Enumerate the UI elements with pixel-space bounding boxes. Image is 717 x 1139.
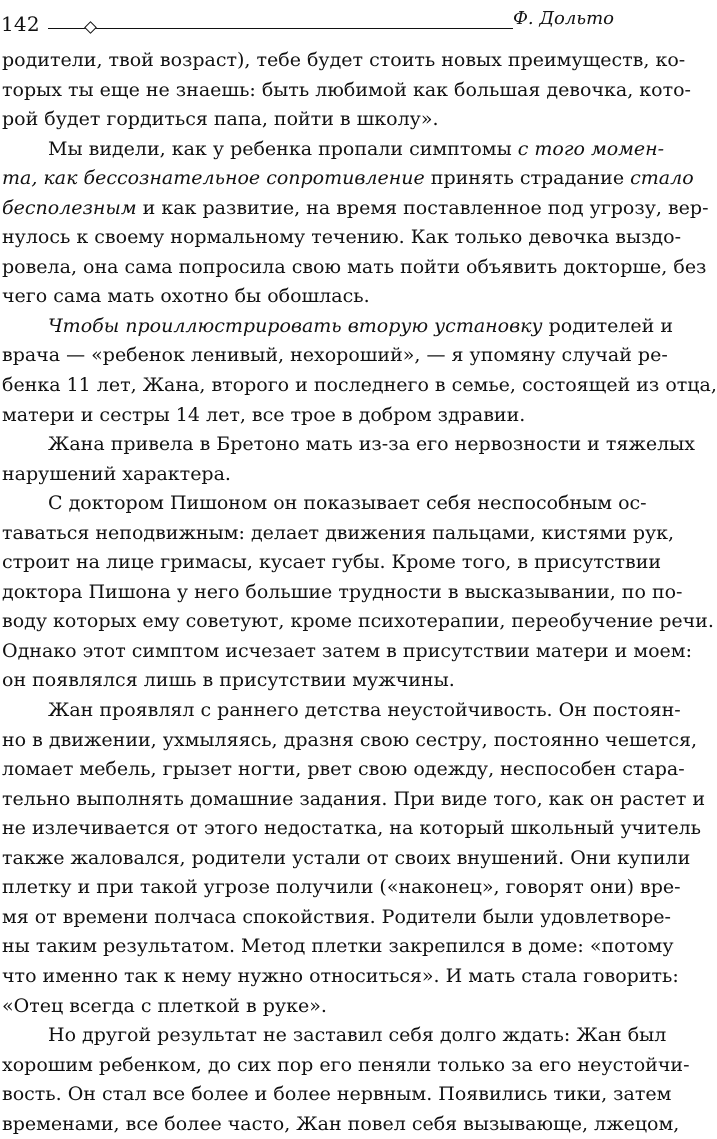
text-line [2, 726, 698, 756]
text-run: матери и сестры 14 лет, все трое в добром здравии. [2, 403, 526, 426]
text-run: чего сама мать охотно бы обошлась. [2, 285, 370, 308]
text-run: родителей и [542, 314, 674, 337]
text-run: но в движении, ухмыляясь, дразня свою сестру, постоянно чешется, [2, 728, 698, 751]
text-line [2, 76, 691, 106]
text-run: Но другой результат не заставил себя долго ждать: Жан был [48, 1024, 667, 1047]
text-run: и как развитие, на время поставленное под угрозу, вер- [136, 196, 709, 219]
text-run: вость. Он стал все более и более нервным. Появились тики, затем [2, 1083, 672, 1106]
page-header [0, 6, 620, 36]
text-run: принять страдание [424, 167, 631, 190]
italic-text-run: с того момен- [517, 137, 665, 160]
text-run: нарушений характера. [2, 462, 231, 485]
running-head-author: Ф. Дольто [512, 8, 614, 29]
text-line [2, 1051, 690, 1081]
text-run: Жана привела в Бретоно мать из-за его нервозности и тяжелых [48, 433, 695, 456]
text-run: ны таким результатом. Метод плетки закрепился в доме: «потому [2, 935, 674, 958]
text-line [2, 992, 617, 1022]
text-line [2, 401, 617, 431]
text-run: Жан проявлял с раннего детства неустойчивость. Он постоян- [48, 699, 681, 722]
text-run: хорошим ребенком, до сих пор его пеняли только за его неустойчи- [2, 1053, 690, 1076]
text-run: также жаловался, родители устали от своих внушений. Они купили [2, 846, 691, 869]
text-run: временами, все более часто, Жан повел себя вызывающе, лжецом, [2, 1112, 680, 1135]
text-run: торых ты еще не знаешь: быть любимой как большая девочка, кото- [2, 78, 691, 101]
text-run: мя от времени полчаса спокойствия. Родители были удовлетворе- [2, 905, 671, 928]
italic-text-run: та, как бессознательное сопротивление [2, 167, 425, 190]
italic-text-run: бесполезным [2, 196, 137, 219]
text-line [2, 460, 617, 490]
text-run: таваться неподвижным: делает движения пальцами, кистями рук, [2, 521, 675, 544]
text-line [2, 637, 692, 667]
text-line [2, 312, 674, 342]
text-run: рой будет гордиться папа, пойти в школу». [2, 108, 439, 131]
text-line [2, 873, 681, 903]
text-line [2, 341, 668, 371]
text-line [2, 607, 714, 637]
text-run: тельно выполнять домашние задания. При виде того, как он растет и [2, 787, 706, 810]
text-line [2, 578, 683, 608]
text-line [2, 253, 707, 283]
text-line [2, 489, 647, 519]
text-line [2, 223, 681, 253]
text-line [2, 371, 717, 401]
text-line [2, 548, 662, 578]
text-line [2, 696, 681, 726]
header-rule [48, 28, 513, 29]
text-run: ровела, она сама попросила свою мать пойти объявить докторше, без [2, 255, 707, 278]
text-line [2, 962, 679, 992]
text-line [2, 666, 617, 696]
header-rule-ornament [84, 21, 97, 34]
text-run: не излечивается от этого недостатка, на который школьный учитель [2, 817, 702, 840]
text-line [2, 755, 685, 785]
text-line [2, 164, 694, 194]
text-run: ломает мебель, грызет ногти, рвет свою одежду, неспособен стара- [2, 758, 685, 781]
text-run: «Отец всегда с плеткой в руке». [2, 994, 327, 1017]
text-line [2, 282, 617, 312]
body-text [2, 46, 717, 1139]
text-line [2, 903, 671, 933]
text-line [2, 46, 686, 76]
text-line [2, 932, 674, 962]
italic-text-run: Чтобы проиллюстрировать вторую установку [48, 314, 543, 337]
text-line [2, 135, 665, 165]
text-line [2, 1021, 667, 1051]
text-run: доктора Пишона у него большие трудности в высказывании, по по- [2, 580, 683, 603]
text-line [2, 814, 702, 844]
page-number: 142 [1, 12, 40, 36]
text-line [2, 844, 691, 874]
text-run: Однако этот симптом исчезает затем в присутствии матери и моем: [2, 639, 692, 662]
text-run: он появлялся лишь в присутствии мужчины. [2, 669, 455, 692]
text-line [2, 105, 617, 135]
text-line [2, 785, 706, 815]
text-run: родители, твой возраст), тебе будет стоить новых преимуществ, ко- [2, 49, 686, 71]
text-run: С доктором Пишоном он показывает себя неспособным ос- [48, 492, 647, 515]
text-run: строит на лице гримасы, кусает губы. Кроме того, в присутствии [2, 551, 662, 574]
text-line [2, 519, 675, 549]
text-line [2, 1110, 680, 1139]
text-run: Мы видели, как у ребенка пропали симптомы [48, 137, 518, 160]
text-line [2, 194, 709, 224]
text-run: плетку и при такой угрозе получили («наконец», говорят они) вре- [2, 876, 681, 899]
text-run: нулось к своему нормальному течению. Как только девочка выздо- [2, 226, 681, 249]
italic-text-run: стало [630, 167, 694, 190]
text-run: что именно так к нему нужно относиться». И мать стала говорить: [2, 964, 679, 987]
text-line [2, 1080, 672, 1110]
text-run: воду которых ему советуют, кроме психотерапии, переобучение речи. [2, 610, 714, 633]
text-run: бенка 11 лет, Жана, второго и последнего в семье, состоящей из отца, [2, 374, 717, 397]
text-run: врача — «ребенок ленивый, нехороший», — я упомяну случай ре- [2, 344, 668, 367]
text-line [2, 430, 695, 460]
